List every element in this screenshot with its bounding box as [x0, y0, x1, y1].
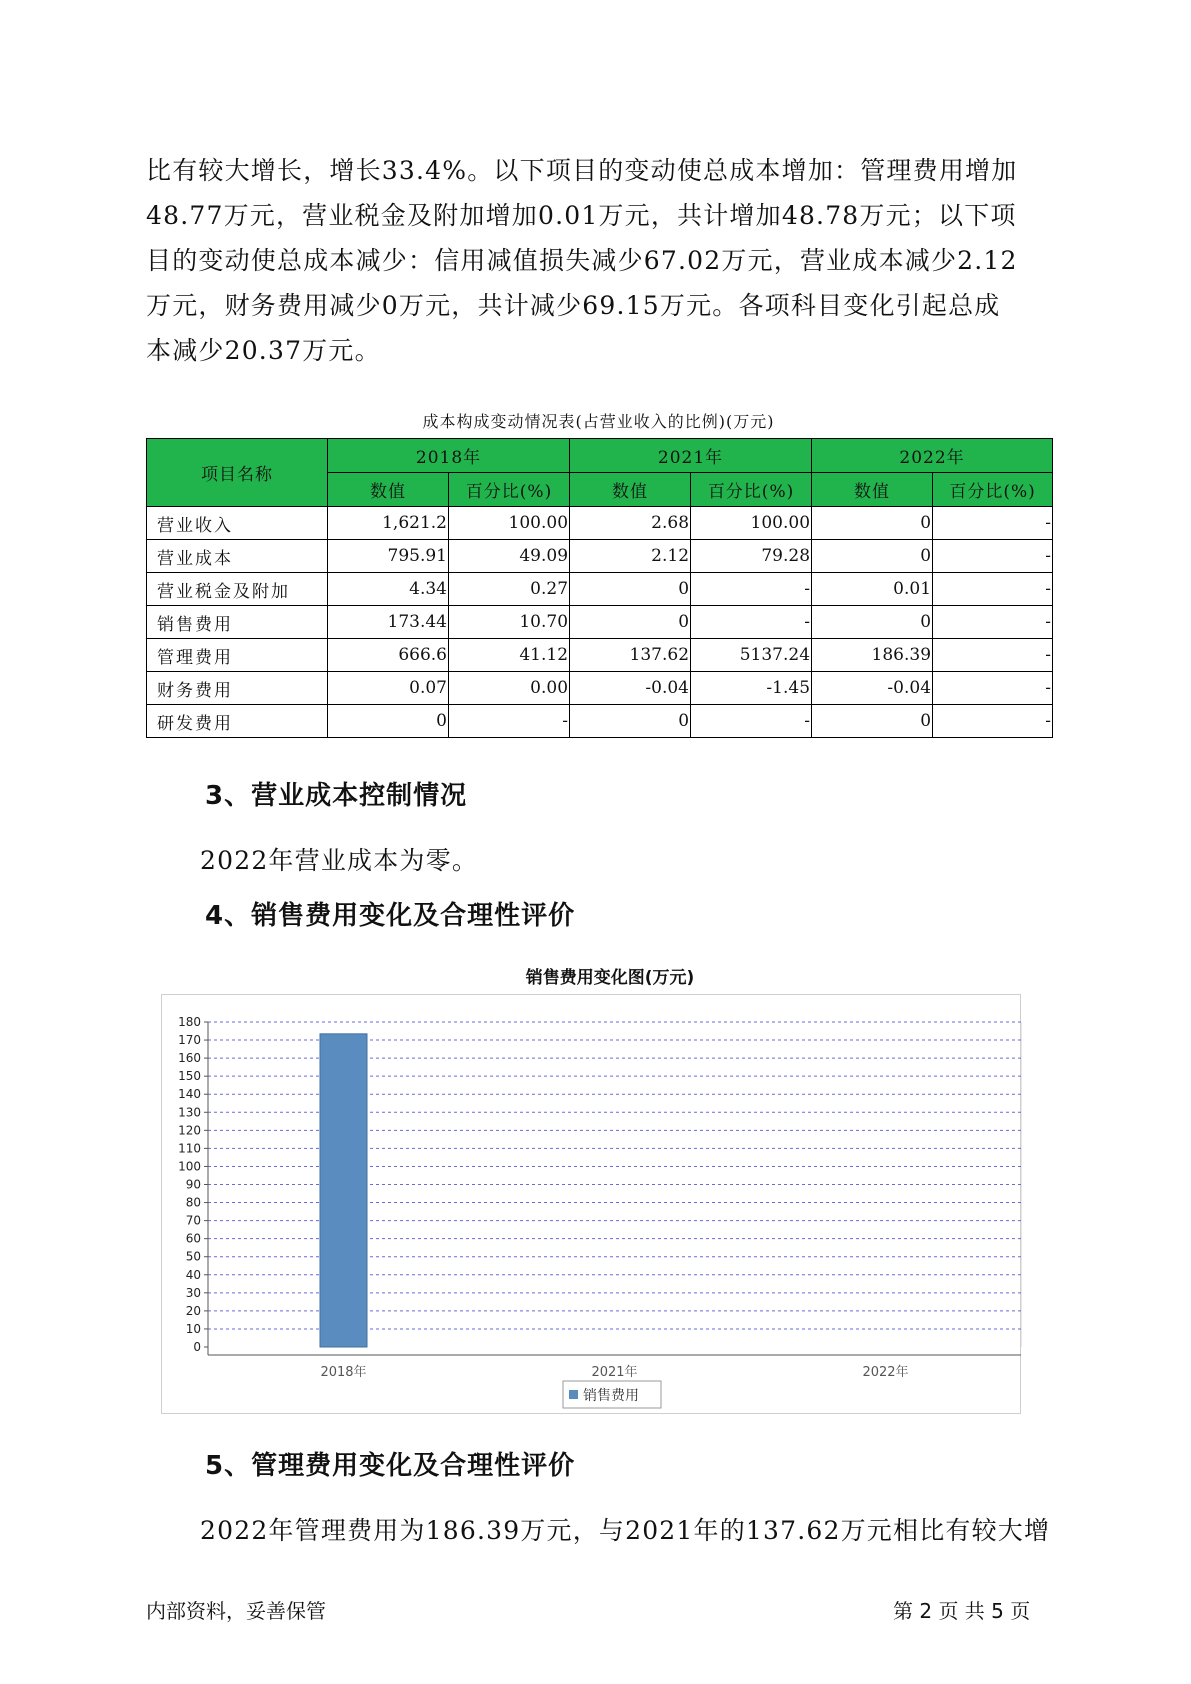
row-label: 营业税金及附加: [147, 573, 328, 606]
value-cell: 0: [570, 573, 691, 606]
percent-cell: 49.09: [449, 540, 570, 573]
y-tick-label: 140: [178, 1087, 201, 1102]
section-text: 2022年管理费用为186.39万元，与2021年的137.62万元相比有较大增: [200, 1516, 1051, 1545]
table-row: [147, 540, 1053, 573]
y-tick-label: 20: [185, 1303, 201, 1318]
section-text: 2022年营业成本为零。: [200, 846, 479, 875]
section-heading: 5、管理费用变化及合理性评价: [205, 1451, 576, 1481]
percent-cell: -: [933, 573, 1053, 606]
value-cell: 186.39: [812, 639, 933, 672]
page-number: 第 2 页 共 5 页: [893, 1599, 1031, 1623]
percent-cell: -: [933, 639, 1053, 672]
percent-header: 百分比(%): [691, 473, 812, 507]
table-row: [147, 606, 1053, 639]
percent-cell: 100.00: [449, 507, 570, 540]
percent-cell: 0.00: [449, 672, 570, 705]
chart-title: 销售费用变化图(万元): [525, 968, 695, 988]
value-header: 数值: [812, 473, 933, 507]
percent-cell: 100.00: [691, 507, 812, 540]
percent-cell: 5137.24: [691, 639, 812, 672]
x-tick-label: 2018年: [320, 1365, 367, 1380]
y-tick-label: 170: [178, 1033, 201, 1048]
year-header: 2021年: [570, 439, 812, 473]
paragraph-line: 万元，财务费用减少0万元，共计减少69.15万元。各项科目变化引起总成: [146, 291, 1001, 320]
percent-cell: 0.27: [449, 573, 570, 606]
footer-left: 内部资料，妥善保管: [146, 1599, 326, 1623]
table-row: [147, 573, 1053, 606]
y-tick-label: 130: [178, 1105, 201, 1120]
percent-cell: -: [691, 606, 812, 639]
table-row: [147, 507, 1053, 540]
y-tick-label: 100: [178, 1159, 201, 1174]
value-cell: 0.07: [328, 672, 449, 705]
percent-cell: -: [691, 705, 812, 738]
y-tick-label: 120: [178, 1123, 201, 1138]
paragraph-line: 本减少20.37万元。: [146, 336, 381, 365]
value-cell: 0: [570, 606, 691, 639]
y-tick-label: 10: [185, 1321, 201, 1336]
value-cell: 0: [812, 507, 933, 540]
row-label: 营业收入: [147, 507, 328, 540]
y-tick-label: 40: [185, 1267, 201, 1282]
percent-cell: 10.70: [449, 606, 570, 639]
value-cell: 0.01: [812, 573, 933, 606]
legend-label: 销售费用: [583, 1388, 639, 1404]
year-header: 2022年: [812, 439, 1053, 473]
value-cell: 2.12: [570, 540, 691, 573]
value-cell: 0: [812, 540, 933, 573]
value-cell: 173.44: [328, 606, 449, 639]
value-cell: 4.34: [328, 573, 449, 606]
value-cell: 0: [812, 705, 933, 738]
intro-paragraph: [146, 148, 1046, 373]
percent-cell: -: [933, 540, 1053, 573]
y-tick-label: 60: [185, 1231, 201, 1246]
legend-swatch: [569, 1390, 578, 1399]
percent-header: 百分比(%): [449, 473, 570, 507]
y-tick-label: 70: [185, 1213, 201, 1228]
value-cell: -0.04: [570, 672, 691, 705]
y-tick-label: 110: [178, 1141, 201, 1156]
percent-header: 百分比(%): [933, 473, 1053, 507]
percent-cell: -: [449, 705, 570, 738]
row-label: 销售费用: [147, 606, 328, 639]
row-label: 营业成本: [147, 540, 328, 573]
chart-frame: [161, 994, 1021, 1414]
table-row: [147, 639, 1053, 672]
percent-cell: -1.45: [691, 672, 812, 705]
percent-cell: -: [933, 705, 1053, 738]
value-cell: -0.04: [812, 672, 933, 705]
percent-cell: -: [691, 573, 812, 606]
sales-expense-bar-chart: [162, 995, 1022, 1415]
value-cell: 0: [328, 705, 449, 738]
paragraph-line: 比有较大增长，增长33.4%。以下项目的变动使总成本增加：管理费用增加: [146, 156, 1018, 185]
value-cell: 0: [812, 606, 933, 639]
row-label: 财务费用: [147, 672, 328, 705]
percent-cell: 79.28: [691, 540, 812, 573]
table-row: [147, 705, 1053, 738]
value-header: 数值: [328, 473, 449, 507]
section-heading: 3、营业成本控制情况: [205, 781, 468, 811]
x-tick-label: 2022年: [862, 1365, 909, 1380]
x-tick-label: 2021年: [591, 1365, 638, 1380]
percent-cell: -: [933, 672, 1053, 705]
y-tick-label: 180: [178, 1015, 201, 1029]
value-header: 数值: [570, 473, 691, 507]
table-row: [147, 672, 1053, 705]
y-tick-label: 80: [185, 1195, 201, 1210]
y-tick-label: 30: [185, 1285, 201, 1300]
percent-cell: -: [933, 507, 1053, 540]
row-label: 研发费用: [147, 705, 328, 738]
value-cell: 0: [570, 705, 691, 738]
value-cell: 2.68: [570, 507, 691, 540]
y-tick-label: 50: [185, 1249, 201, 1264]
section-heading: 4、销售费用变化及合理性评价: [205, 901, 576, 931]
year-header: 2018年: [328, 439, 570, 473]
paragraph-line: 目的变动使总成本减少：信用减值损失减少67.02万元，营业成本减少2.12: [146, 246, 1018, 275]
row-label: 管理费用: [147, 639, 328, 672]
value-cell: 795.91: [328, 540, 449, 573]
bar: [320, 1034, 367, 1347]
value-cell: 666.6: [328, 639, 449, 672]
table-caption: 成本构成变动情况表(占营业收入的比例)(万元): [422, 412, 775, 431]
y-tick-label: 90: [185, 1177, 201, 1192]
cost-structure-table: [146, 438, 1053, 738]
percent-cell: 41.12: [449, 639, 570, 672]
percent-cell: -: [933, 606, 1053, 639]
value-cell: 137.62: [570, 639, 691, 672]
y-tick-label: 160: [178, 1051, 201, 1066]
y-tick-label: 150: [178, 1069, 201, 1084]
item-name-header: 项目名称: [147, 439, 328, 507]
y-tick-label: 0: [193, 1340, 201, 1354]
paragraph-line: 48.77万元，营业税金及附加增加0.01万元，共计增加48.78万元；以下项: [146, 201, 1017, 230]
value-cell: 1,621.2: [328, 507, 449, 540]
